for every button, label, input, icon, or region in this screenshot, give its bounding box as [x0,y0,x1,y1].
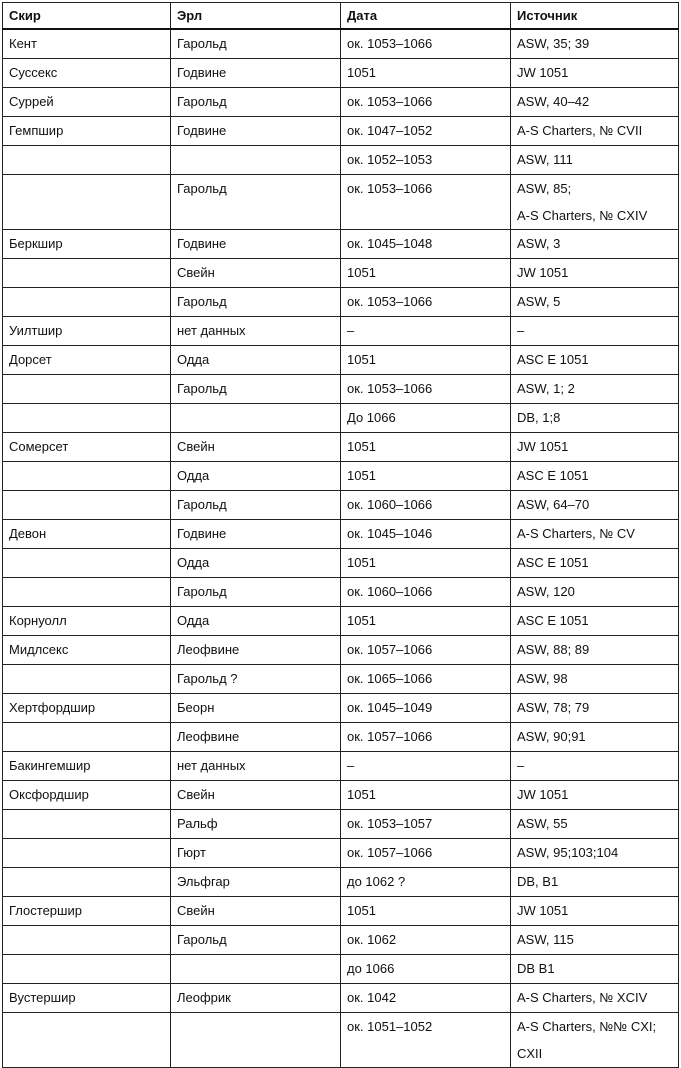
cell-earl: Одда [171,549,341,578]
cell-source: ASW, 120 [511,578,679,607]
cell-earl: нет данных [171,317,341,346]
table-header-row [3,3,679,30]
cell-source: A-S Charters, № CVII [511,117,679,146]
cell-date: 1051 [341,781,511,810]
cell-date: ок. 1051–1052 [341,1013,511,1068]
cell-shire [3,549,171,578]
cell-shire: Сомерсет [3,433,171,462]
table-row [3,29,679,59]
cell-date: 1051 [341,462,511,491]
cell-date: ок. 1065–1066 [341,665,511,694]
cell-earl: Гюрт [171,839,341,868]
cell-date: 1051 [341,259,511,288]
table-row [3,723,679,752]
cell-shire [3,868,171,897]
header-source: Источник [511,3,679,30]
cell-earl: Леофрик [171,984,341,1013]
cell-shire: Вустершир [3,984,171,1013]
table-row [3,955,679,984]
header-date: Дата [341,3,511,30]
cell-shire [3,839,171,868]
cell-source: A-S Charters, № XCIV [511,984,679,1013]
cell-earl: Гарольд [171,926,341,955]
cell-source: ASC E 1051 [511,346,679,375]
table-row [3,288,679,317]
cell-date: 1051 [341,607,511,636]
cell-shire: Хертфордшир [3,694,171,723]
table-row [3,346,679,375]
table-row [3,59,679,88]
cell-shire: Бакингемшир [3,752,171,781]
cell-earl: Эльфгар [171,868,341,897]
cell-earl [171,955,341,984]
cell-shire: Гемпшир [3,117,171,146]
cell-date: 1051 [341,59,511,88]
header-shire: Скир [3,3,171,30]
cell-earl: Одда [171,462,341,491]
table-row [3,375,679,404]
cell-earl: Годвине [171,117,341,146]
cell-source: – [511,752,679,781]
cell-source: ASW, 90;91 [511,723,679,752]
source-line: A-S Charters, №№ CXI; [517,1019,657,1034]
cell-date: ок. 1057–1066 [341,839,511,868]
cell-shire [3,665,171,694]
cell-shire [3,491,171,520]
cell-date: ок. 1053–1066 [341,88,511,117]
cell-shire [3,146,171,175]
cell-source: JW 1051 [511,433,679,462]
cell-earl: Ральф [171,810,341,839]
cell-shire [3,578,171,607]
cell-date: ок. 1042 [341,984,511,1013]
cell-source: ASC E 1051 [511,462,679,491]
cell-earl: Свейн [171,897,341,926]
cell-earl: Годвине [171,230,341,259]
cell-earl: Свейн [171,433,341,462]
table-row [3,694,679,723]
cell-shire: Оксфордшир [3,781,171,810]
cell-date: До 1066 [341,404,511,433]
cell-earl: Гарольд [171,288,341,317]
cell-source: ASC E 1051 [511,549,679,578]
table-row [3,520,679,549]
table-row [3,984,679,1013]
cell-date: ок. 1047–1052 [341,117,511,146]
cell-date: – [341,752,511,781]
cell-earl: Одда [171,346,341,375]
table-row [3,810,679,839]
cell-source: ASW, 35; 39 [511,29,679,59]
cell-shire [3,810,171,839]
cell-source: ASW, 95;103;104 [511,839,679,868]
cell-shire [3,404,171,433]
table-row [3,259,679,288]
table-row [3,665,679,694]
cell-source: ASC E 1051 [511,607,679,636]
cell-source: ASW, 115 [511,926,679,955]
source-line-continued: CXII [517,1046,543,1061]
cell-shire [3,462,171,491]
table-row [3,117,679,146]
table-row [3,549,679,578]
cell-date: до 1062 ? [341,868,511,897]
source-line-continued: A-S Charters, № CXIV [517,208,648,223]
cell-shire [3,375,171,404]
table-row [3,230,679,259]
cell-source: JW 1051 [511,259,679,288]
cell-date: ок. 1053–1066 [341,375,511,404]
table-row [3,578,679,607]
cell-source: ASW, 55 [511,810,679,839]
cell-date: ок. 1052–1053 [341,146,511,175]
cell-date: ок. 1045–1049 [341,694,511,723]
cell-earl: Гарольд ? [171,665,341,694]
table-row [3,491,679,520]
cell-date: 1051 [341,549,511,578]
cell-source: DB, 1;8 [511,404,679,433]
cell-earl: Леофвине [171,636,341,665]
cell-source: ASW, 78; 79 [511,694,679,723]
cell-shire [3,259,171,288]
cell-date: ок. 1053–1057 [341,810,511,839]
cell-date: ок. 1053–1066 [341,29,511,59]
cell-earl: Свейн [171,259,341,288]
cell-date: ок. 1045–1048 [341,230,511,259]
cell-earl: Годвине [171,59,341,88]
cell-earl: Беорн [171,694,341,723]
table-row [3,926,679,955]
cell-source: ASW, 5 [511,288,679,317]
cell-earl: Гарольд [171,88,341,117]
table-row [3,462,679,491]
cell-earl [171,146,341,175]
cell-shire: Суррей [3,88,171,117]
table-row [3,781,679,810]
table-row [3,317,679,346]
cell-shire: Глостершир [3,897,171,926]
table-row [3,88,679,117]
cell-shire [3,175,171,230]
cell-shire [3,723,171,752]
cell-date: 1051 [341,897,511,926]
cell-date: ок. 1057–1066 [341,723,511,752]
cell-date: – [341,317,511,346]
cell-shire: Девон [3,520,171,549]
cell-earl: Гарольд [171,491,341,520]
cell-source: JW 1051 [511,59,679,88]
cell-source: JW 1051 [511,781,679,810]
cell-earl: Одда [171,607,341,636]
cell-shire [3,926,171,955]
table-row [3,175,679,230]
table-row [3,433,679,462]
cell-source: ASW, 88; 89 [511,636,679,665]
table-row [3,146,679,175]
cell-source: ASW, 98 [511,665,679,694]
cell-source: ASW, 64–70 [511,491,679,520]
cell-date: ок. 1053–1066 [341,288,511,317]
cell-source [511,1013,679,1068]
cell-shire: Мидлсекс [3,636,171,665]
table-row [3,868,679,897]
cell-source: ASW, 111 [511,146,679,175]
cell-date: ок. 1062 [341,926,511,955]
table-row [3,636,679,665]
cell-shire: Кент [3,29,171,59]
cell-shire: Корнуолл [3,607,171,636]
header-earl: Эрл [171,3,341,30]
cell-earl [171,404,341,433]
table-row [3,404,679,433]
table-row [3,1013,679,1068]
earls-table [2,2,679,1068]
cell-earl: Годвине [171,520,341,549]
table-row [3,607,679,636]
cell-shire: Суссекс [3,59,171,88]
cell-source: A-S Charters, № CV [511,520,679,549]
cell-date: ок. 1045–1046 [341,520,511,549]
cell-source: – [511,317,679,346]
document-page [2,2,678,1068]
table-row [3,897,679,926]
source-line: ASW, 85; [517,181,572,196]
cell-date: ок. 1060–1066 [341,491,511,520]
cell-source: ASW, 40–42 [511,88,679,117]
cell-source: ASW, 1; 2 [511,375,679,404]
cell-shire [3,1013,171,1068]
cell-earl: Гарольд [171,375,341,404]
cell-source [511,175,679,230]
cell-source: JW 1051 [511,897,679,926]
cell-date: ок. 1057–1066 [341,636,511,665]
cell-shire: Беркшир [3,230,171,259]
cell-shire: Дорсет [3,346,171,375]
cell-date: 1051 [341,433,511,462]
cell-earl: Леофвине [171,723,341,752]
cell-earl: Гарольд [171,29,341,59]
cell-earl: Гарольд [171,175,341,230]
cell-shire [3,288,171,317]
cell-date: ок. 1053–1066 [341,175,511,230]
cell-source: ASW, 3 [511,230,679,259]
cell-source: DB, B1 [511,868,679,897]
cell-date: ок. 1060–1066 [341,578,511,607]
table-row [3,839,679,868]
cell-earl: Гарольд [171,578,341,607]
cell-date: 1051 [341,346,511,375]
table-row [3,752,679,781]
cell-shire [3,955,171,984]
cell-shire: Уилтшир [3,317,171,346]
cell-source: DB B1 [511,955,679,984]
cell-earl: нет данных [171,752,341,781]
cell-earl: Свейн [171,781,341,810]
cell-earl [171,1013,341,1068]
cell-date: до 1066 [341,955,511,984]
